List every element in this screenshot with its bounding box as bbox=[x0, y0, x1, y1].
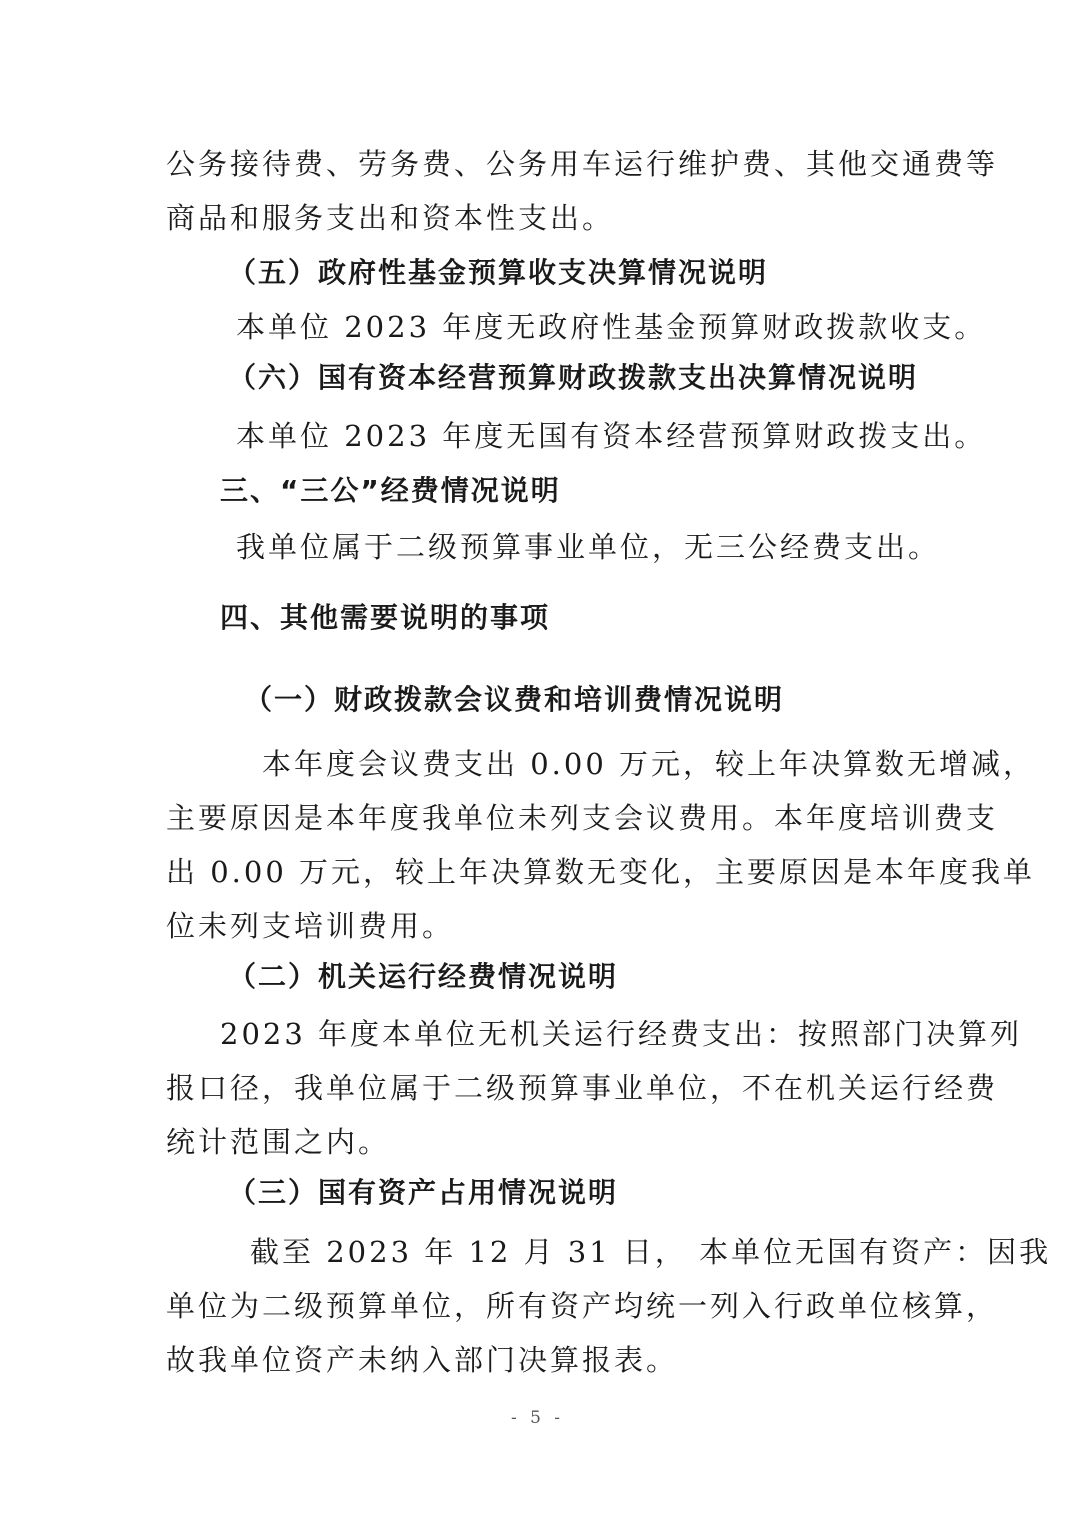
body-line: 故我单位资产未纳入部门决算报表。 bbox=[166, 1343, 679, 1377]
body-line: 报口径，我单位属于二级预算事业单位，不在机关运行经费 bbox=[166, 1071, 999, 1105]
body-line: 我单位属于二级预算事业单位，无三公经费支出。 bbox=[236, 530, 941, 564]
body-line: 本单位 2023 年度无政府性基金预算财政拨款收支。 bbox=[236, 310, 987, 344]
section-heading-other-matters: 四、其他需要说明的事项 bbox=[220, 601, 551, 634]
body-line: 主要原因是本年度我单位未列支会议费用。本年度培训费支 bbox=[166, 801, 999, 835]
section-heading-5: （五）政府性基金预算收支决算情况说明 bbox=[228, 256, 769, 289]
body-line: 截至 2023 年 12 月 31 日， 本单位无国有资产：因我 bbox=[250, 1235, 1052, 1269]
body-line: 2023 年度本单位无机关运行经费支出：按照部门决算列 bbox=[220, 1017, 1023, 1051]
body-line: 位未列支培训费用。 bbox=[166, 909, 455, 943]
body-line: 单位为二级预算单位，所有资产均统一列入行政单位核算， bbox=[166, 1289, 999, 1323]
body-line: 统计范围之内。 bbox=[166, 1125, 391, 1159]
section-heading-6: （六）国有资本经营预算财政拨款支出决算情况说明 bbox=[228, 361, 919, 394]
subsection-heading-2: （二）机关运行经费情况说明 bbox=[228, 960, 619, 993]
subsection-heading-3: （三）国有资产占用情况说明 bbox=[228, 1176, 619, 1209]
section-heading-three-public: 三、“三公”经费情况说明 bbox=[220, 474, 561, 507]
subsection-heading-1: （一）财政拨款会议费和培训费情况说明 bbox=[244, 683, 785, 716]
page-number: - 5 - bbox=[510, 1408, 565, 1428]
body-line: 商品和服务支出和资本性支出。 bbox=[166, 201, 615, 235]
body-line: 出 0.00 万元，较上年决算数无变化，主要原因是本年度我单 bbox=[166, 855, 1036, 889]
body-line: 本年度会议费支出 0.00 万元，较上年决算数无增减， bbox=[262, 747, 1036, 781]
body-line: 本单位 2023 年度无国有资本经营预算财政拨支出。 bbox=[236, 419, 987, 453]
body-line: 公务接待费、劳务费、公务用车运行维护费、其他交通费等 bbox=[166, 147, 999, 181]
